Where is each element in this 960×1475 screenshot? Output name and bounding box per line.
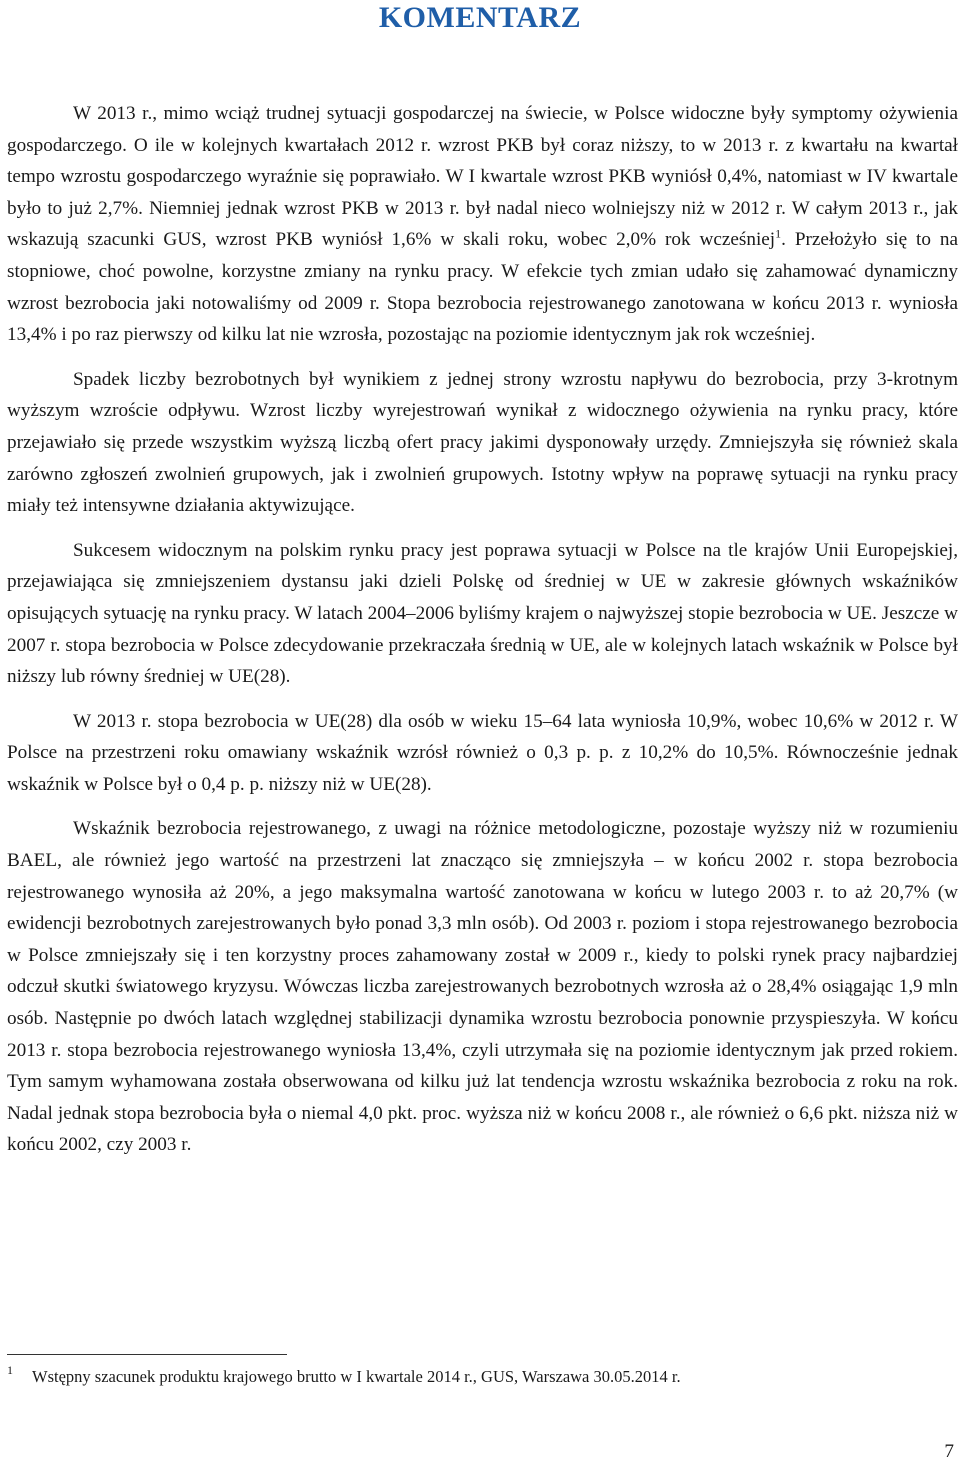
footnote-text: Wstępny szacunek produktu krajowego brutto w I kwartale 2014 r., GUS, Warszawa 30.05.2014 r. [32,1367,681,1386]
page-number: 7 [944,1441,954,1462]
paragraph-economy-text: W 2013 r., mimo wciąż trudnej sytuacji gospodarczej na świecie, w Polsce widoczne były symptomy ożywienia gospodarczego. O ile w kolejnych kwartałach 2012 r. wzrost PKB był coraz niższy, to w 2013 r. z kwartału na kwartał tempo wzrostu gospodarczego wyraźnie się poprawiało. W I kwartale wzrost PKB wyniósł 0,4%, natomiast w IV kwartale było to już 2,7%. Niemniej jednak wzrost PKB w 2013 r. był nadal nieco wolniejszy niż w 2012 r. W całym 2013 r., jak wskazują szacunki GUS, wzrost PKB wyniósł 1,6% w skali roku, wobec 2,0% rok wcześniej [7,103,958,251]
paragraph-registered-unemployment: Wskaźnik bezrobocia rejestrowanego, z uwagi na różnice metodologiczne, pozostaje wyższy niż w rozumieniu BAEL, ale również jego wartość na przestrzeni lat znacząco się zmniejszyła – w końcu 2002 r. stopa bezrobocia rejestrowanego wynosiła aż 20%, a jego maksymalna wartość zanotowana w końcu w lutego 2003 r. to aż 20,7% (w ewidencji bezrobotnych zarejestrowanych było ponad 3,3 mln osób). Od 2003 r. poziom i stopa rejestrowanego bezrobocia w Polsce zmniejszały się i ten korzystny proces zahamowany został w 2009 r., kiedy to polski rynek pracy najbardziej odczuł skutki światowego kryzysu. Wówczas liczba zarejestrowanych bezrobotnych wzrosła aż o 28,4% osiągając 1,9 mln osób. Następnie po dwóch latach względnej stabilizacji dynamika wzrostu bezrobocia ponownie przyspieszyła. W końcu 2013 r. stopa bezrobocia rejestrowanego wyniosła 13,4%, czyli utrzymała się na poziomie identycznym jak przed rokiem. Tym samym wyhamowana została obserwowana od kilku już lat tendencja wzrostu wskaźnika bezrobocia z roku na rok. Nadal jednak stopa bezrobocia była o niemal 4,0 pkt. proc. wyższa niż w końcu 2008 r., ale również o 6,6 pkt. niższa niż w końcu 2002, czy 2003 r. [7,818,958,1156]
paragraph-economy-continuation: Przełożyło się to na stopniowe, choć powolne, korzystne zmiany na rynku pracy. W efekcie tych zmian udało się zahamować dynamiczny wzrost bezrobocia jaki notowaliśmy od 2009 r. Stopa bezrobocia rejestrowanego zanotowana w końcu 2013 r. wyniosła 13,4% i po raz pierwszy od kilku lat nie wzrosła, pozostając na poziomie identycznym jak rok wcześniej. [7,229,959,346]
paragraph-unemployment-flows: Spadek liczby bezrobotnych był wynikiem z jednej strony wzrostu napływu do bezrobocia, przy 3-krotnym wyższym wzroście odpływu. Wzrost liczby wyrejestrowań wynikał z widocznego ożywienia na rynku pracy, które przejawiało się przede wszystkim wyższą liczbą ofert pracy jakimi dysponowały urzędy. Zmniejszyła się również skala zarówno zgłoszeń zwolnień grupowych, jak i zwolnień grupowych. Istotny wpływ na poprawę sytuacji na rynku pracy miały też intensywne działania aktywizujące. [7,368,958,517]
paragraph-eu-rates-2013: W 2013 r. stopa bezrobocia w UE(28) dla osób w wieku 15–64 lata wyniosła 10,9%, wobec 10,6% w 2012 r. W Polsce na przestrzeni roku omawiany wskaźnik wzrósł również o 0,3 p. p. z 10,2% do 10,5%. Równocześnie jednak wskaźnik w Polsce był o 0,4 p. p. niższy niż w UE(28). [7,710,958,795]
paragraph-eu-comparison: Sukcesem widocznym na polskim rynku pracy jest poprawa sytuacji w Polsce na tle krajów Unii Europejskiej, przejawiająca się zmniejszeniem dystansu jaki dzieli Polskę od średniej w UE w zakresie głównych wskaźników opisujących sytuację na rynku pracy. W latach 2004–2006 byliśmy krajem o najwyższej stopie bezrobocia w UE. Jeszcze w 2007 r. stopa bezrobocia w Polsce zdecydowanie przekraczała średnią w UE, ale w kolejnych latach wskaźnik w Polsce był niższy lub równy średniej w UE(28). [7,539,958,688]
paragraph-economy: W 2013 r., mimo wciąż trudnej sytuacji gospodarczej na świecie, w Polsce widoczne były symptomy ożywienia gospodarczego. O ile w kolejnych kwartałach 2012 r. wzrost PKB był coraz niższy, to w 2013 r. z kwartału na kwartał tempo wzrostu gospodarczego wyraźnie się poprawiało. W I kwartale wzrost PKB wyniósł 0,4%, natomiast w IV kwartale było to już 2,7%. Niemniej jednak wzrost PKB w 2013 r. był nadal nieco wolniejszy niż w 2012 r. W całym 2013 r., jak wskazują szacunki GUS, wzrost PKB wyniósł 1,6% w skali roku, wobec 2,0% rok wcześniej$^1$. Przełożyło się to na stopniowe, choć powolne, korzystne zmiany na rynku pracy. W efekcie tych zmian udało się zahamować dynamiczny wzrost bezrobocia jaki notowaliśmy od 2009 r. Stopa bezrobocia rejestrowanego zanotowana w końcu 2013 r. wyniosła 13,4% i po raz pierwszy od kilku lat nie wzrosła, pozostając na poziomie identycznym jak rok wcześniej. [7,103,959,346]
footnote-number: 1 [7,1363,13,1377]
footnote-reference[interactable]: 1 [775,226,782,241]
article-body [7,98,958,1161]
page-title: KOMENTARZ [378,1,582,34]
footnote-divider [7,1354,287,1355]
